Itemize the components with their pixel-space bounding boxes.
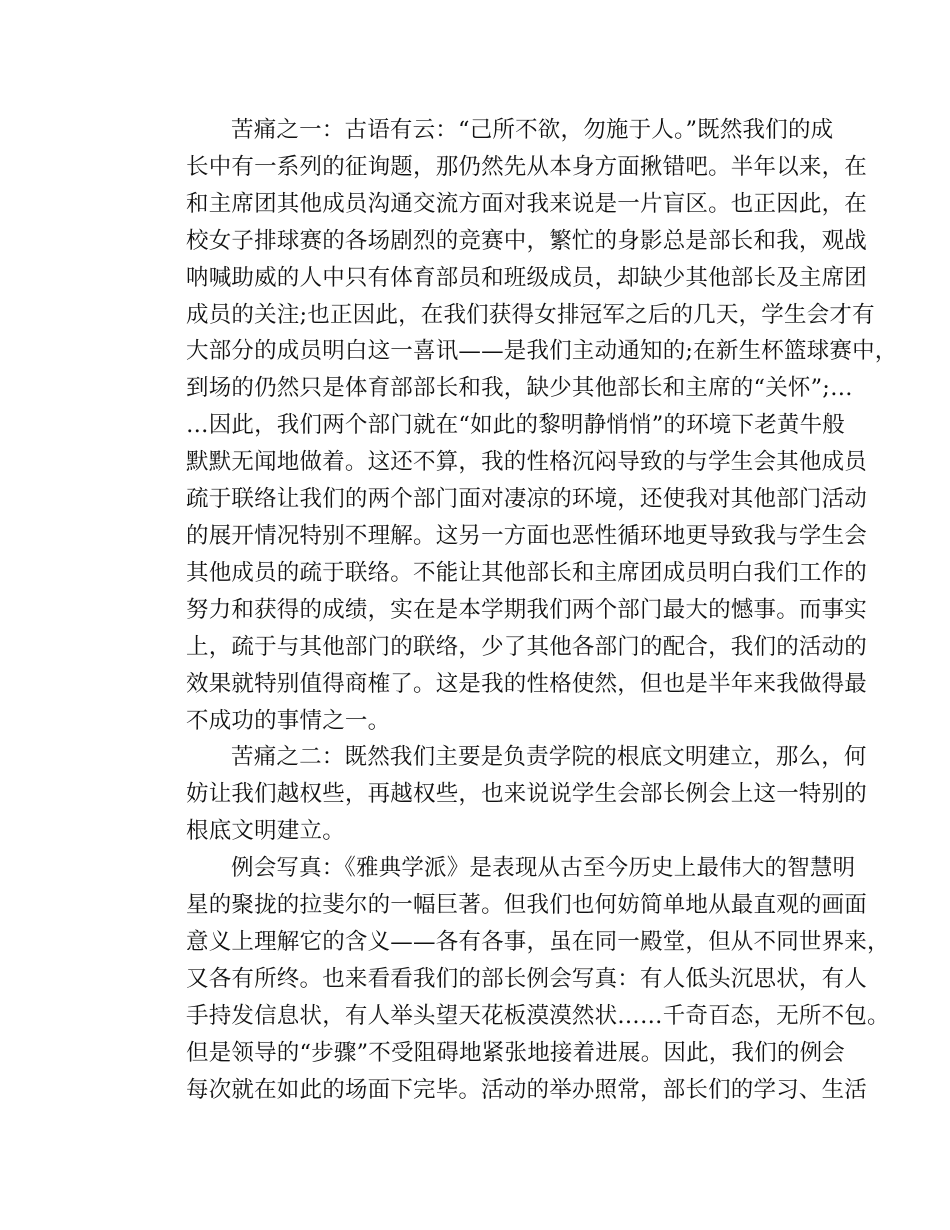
text-line: 长中有一系列的征询题，那仍然先从本身方面揪错吧。半年以来，在 — [186, 153, 868, 180]
text-line: 上，疏于与其他部门的联络，少了其他各部门的配合，我们的活动的 — [186, 633, 868, 660]
text-line: 大部分的成员明白这一喜讯——是我们主动通知的;在新生杯篮球赛中， — [186, 338, 898, 365]
text-line: 意义上理解它的含义——各有各事，虽在同一殿堂，但从不同世界来， — [186, 928, 890, 955]
text-line: 其他成员的疏于联络。不能让其他部长和主席团成员明白我们工作的 — [186, 559, 868, 586]
text-line: 苦痛之二：既然我们主要是负责学院的根底文明建立，那么，何 — [231, 744, 867, 771]
text-line: 的展开情况特别不理解。这另一方面也恶性循环地更导致我与学生会 — [186, 522, 868, 549]
text-line: 和主席团其他成员沟通交流方面对我来说是一片盲区。也正因此，在 — [186, 190, 868, 217]
text-line: 手持发信息状，有人举头望天花板漠漠然状……千奇百态，无所不包。 — [186, 1002, 890, 1029]
text-line: 根底文明建立。 — [186, 818, 345, 845]
text-line: 到场的仍然只是体育部部长和我，缺少其他部长和主席的“关怀”;… — [186, 375, 853, 402]
text-line: 默默无闻地做着。这还不算，我的性格沉闷导致的与学生会其他成员 — [186, 449, 868, 476]
text-line: 每次就在如此的场面下完毕。活动的举办照常，部长们的学习、生活 — [186, 1076, 868, 1103]
text-line: 校女子排球赛的各场剧烈的竞赛中，繁忙的身影总是部长和我，观战 — [186, 227, 868, 254]
text-line: 星的聚拢的拉斐尔的一幅巨著。但我们也何妨简单地从最直观的画面 — [186, 892, 868, 919]
text-line: 不成功的事情之一。 — [186, 707, 391, 734]
paragraph-3 — [141, 850, 890, 1108]
text-line: 又各有所终。也来看看我们的部长例会写真：有人低头沉思状，有人 — [186, 965, 868, 992]
text-line: 努力和获得的成绩，实在是本学期我们两个部门最大的憾事。而事实 — [186, 596, 868, 623]
text-line: 妨让我们越权些，再越权些，也来说说学生会部长例会上这一特别的 — [186, 781, 868, 808]
text-line: 效果就特别值得商榷了。这是我的性格使然，但也是半年来我做得最 — [186, 670, 868, 697]
document-body — [141, 112, 898, 1108]
text-line: 成员的关注;也正因此，在我们获得女排冠军之后的几天，学生会才有 — [186, 301, 875, 328]
paragraph-1 — [141, 112, 898, 739]
text-line: 苦痛之一：古语有云：“己所不欲，勿施于人。”既然我们的成 — [231, 117, 834, 143]
text-line: …因此，我们两个部门就在“如此的黎明静悄悄”的环境下老黄牛般 — [186, 412, 846, 439]
paragraph-2 — [141, 739, 868, 850]
text-line: 但是领导的“步骤”不受阻碍地紧张地接着进展。因此，我们的例会 — [186, 1039, 846, 1066]
text-line: 疏于联络让我们的两个部门面对凄凉的环境，还使我对其他部门活动 — [186, 486, 868, 513]
text-line: 呐喊助威的人中只有体育部员和班级成员，却缺少其他部长及主席团 — [186, 264, 868, 291]
text-line: 例会写真：《雅典学派》是表现从古至今历史上最伟大的智慧明 — [231, 855, 856, 882]
